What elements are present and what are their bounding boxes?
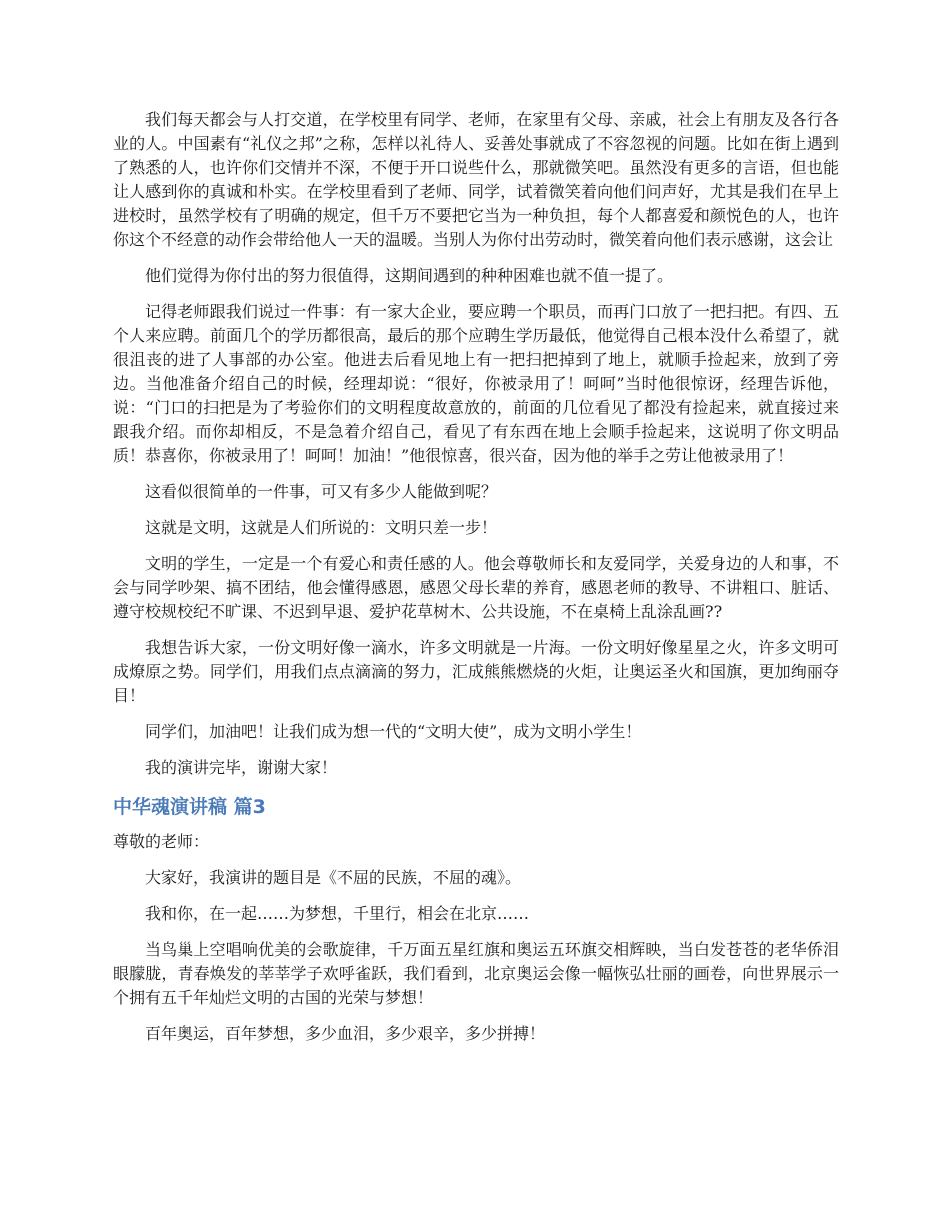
paragraph: 同学们，加油吧！让我们成为想一代的“文明大使”，成为文明小学生！ [145, 722, 642, 741]
paragraph: 我想告诉大家，一份文明好像一滴水，许多文明就是一片海。一份文明好像星星之火，许多文明可成燎原之势。同学们，用我们点点滴滴的努力，汇成熊熊燃烧的火炬，让奥运圣火和国旗，更加绚丽夺目！ [113, 638, 839, 705]
paragraph: 这就是文明，这就是人们所说的：文明只差一步！ [145, 518, 498, 537]
paragraph: 他们觉得为你付出的努力很值得，这期间遇到的种种困难也就不值一提了。 [145, 266, 674, 285]
paragraph: 我和你，在一起……为梦想，千里行，相会在北京…… [145, 904, 530, 923]
paragraph: 文明的学生，一定是一个有爱心和责任感的人。他会尊敬师长和友爱同学，关爱身边的人和事，不会与同学吵架、搞不团结，他会懂得感恩，感恩父母长辈的养育，感恩老师的教导、不讲粗口、脏话、遵守校规校纪不旷课、不迟到早退、爱护花草树木、公共设施，不在桌椅上乱涂乱画?? [113, 554, 839, 621]
paragraph: 百年奥运，百年梦想，多少血泪，多少艰辛，多少拼搏！ [145, 1024, 546, 1043]
paragraph: 我的演讲完毕，谢谢大家！ [145, 758, 338, 777]
paragraph: 当鸟巢上空唱响优美的会歌旋律，千万面五星红旗和奥运五环旗交相辉映，当白发苍苍的老华侨泪眼朦胧，青春焕发的莘莘学子欢呼雀跃，我们看到，北京奥运会像一幅恢弘壮丽的画卷，向世界展示一个拥有五千年灿烂文明的古国的光荣与梦想！ [113, 940, 839, 1007]
paragraph: 大家好，我演讲的题目是《不屈的民族，不屈的魂》。 [145, 868, 522, 887]
salutation: 尊敬的老师： [113, 832, 210, 851]
paragraph: 记得老师跟我们说过一件事：有一家大企业，要应聘一个职员，而再门口放了一把扫把。有四、五个人来应聘。前面几个的学历都很高，最后的那个应聘生学历最低，他觉得自己根本没什么希望了，就很沮丧的进了人事部的办公室。他进去后看见地上有一把扫把掉到了地上，就顺手捡起来，放到了旁边。当他准备介绍自己的时候，经理却说：“很好，你被录用了！呵呵”当时他很惊讶，经理告诉他，说：“门口的扫把是为了考验你们的文明程度故意放的，前面的几位看见了都没有捡起来，就直接过来跟我介绍。而你却相反，不是急着介绍自己，看见了有东西在地上会顺手捡起来，这说明了你文明品质！恭喜你，你被录用了！呵呵！加油！”他很惊喜，很兴奋，因为他的举手之劳让他被录用了！ [113, 302, 839, 465]
section-heading: 中华魂演讲稿 篇3 [113, 796, 266, 818]
document-page [113, 108, 839, 1058]
paragraph: 我们每天都会与人打交道，在学校里有同学、老师，在家里有父母、亲戚，社会上有朋友及各行各业的人。中国素有“礼仪之邦”之称，怎样以礼待人、妥善处事就成了不容忽视的问题。比如在街上遇到了熟悉的人，也许你们交情并不深，不便于开口说些什么，那就微笑吧。虽然没有更多的言语，但也能让人感到你的真诚和朴实。在学校里看到了老师、同学，试着微笑着向他们问声好，尤其是我们在早上进校时，虽然学校有了明确的规定，但千万不要把它当为一种负担，每个人都喜爱和颜悦色的人，也许你这个不经意的动作会带给他人一天的温暖。当别人为你付出劳动时，微笑着向他们表示感谢，这会让 [113, 110, 839, 249]
paragraph: 这看似很简单的一件事，可又有多少人能做到呢？ [145, 482, 498, 501]
